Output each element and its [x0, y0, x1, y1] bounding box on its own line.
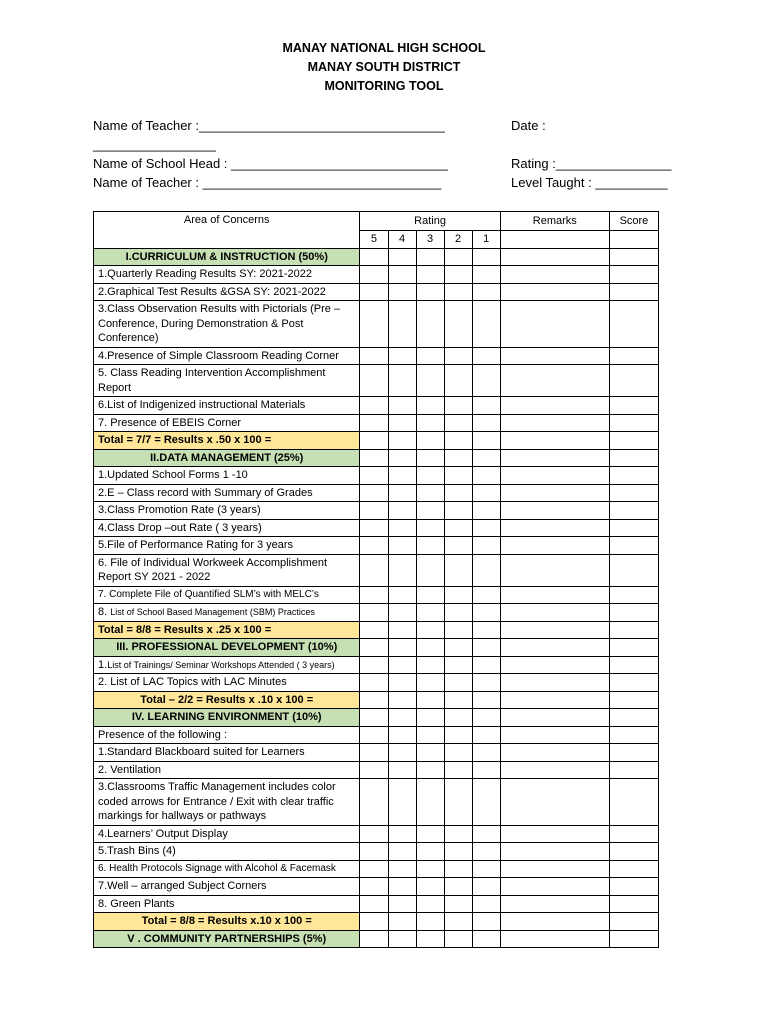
- header-rating: Rating: [360, 212, 500, 231]
- concern-item: 2. Ventilation: [94, 761, 360, 779]
- section-curriculum-instruction: I.CURRICULUM & INSTRUCTION (50%): [94, 248, 360, 266]
- header-area-of-concerns: Area of Concerns: [94, 212, 360, 249]
- total-row: Total = 8/8 = Results x.10 x 100 =: [94, 913, 360, 931]
- teacher-name-field-2: Name of Teacher : _________________________________: [93, 175, 442, 190]
- header-remarks: Remarks: [500, 212, 609, 231]
- concern-item: 3.Classrooms Traffic Management includes color coded arrows for Entrance / Exit with clear traffic markings for hallways or pathways: [94, 779, 360, 826]
- item-text: List of Trainings/ Seminar Workshops Attended ( 3 years): [107, 659, 335, 670]
- item-text: List of School Based Management (SBM) Practices: [110, 607, 315, 617]
- rating-scale-5: 5: [360, 231, 388, 249]
- concern-item: 6. File of Individual Workweek Accomplishment Report SY 2021 - 2022: [94, 554, 360, 586]
- item-number: 1.: [98, 658, 108, 671]
- section-learning-environment: IV. LEARNING ENVIRONMENT (10%): [94, 709, 360, 727]
- school-head-field: Name of School Head : ______________________________: [93, 156, 448, 171]
- concern-item: 2. List of LAC Topics with LAC Minutes: [94, 674, 360, 692]
- concern-item: 2.E – Class record with Summary of Grades: [94, 484, 360, 502]
- rating-scale-2: 2: [444, 231, 472, 249]
- concern-item: 8. Green Plants: [94, 895, 360, 913]
- concern-item: 7. Complete File of Quantified SLM’s with MELC’s: [94, 586, 360, 604]
- concern-item: 6. Health Protocols Signage with Alcohol & Facemask: [94, 860, 360, 878]
- concern-item: [94, 656, 360, 674]
- teacher-name-field: Name of Teacher :__________________________________: [93, 118, 445, 133]
- rating-scale-4: 4: [388, 231, 416, 249]
- rating-field: Rating :________________: [511, 156, 672, 171]
- total-row: Total = 8/8 = Results x .25 x 100 =: [94, 621, 360, 639]
- district-name: MANAY SOUTH DISTRICT: [307, 60, 461, 74]
- total-row: Total – 2/2 = Results x .10 x 100 =: [94, 691, 360, 709]
- concern-item: 7. Presence of EBEIS Corner: [94, 414, 360, 432]
- concern-item: 3.Class Observation Results with Pictorials (Pre –Conference, During Demonstration & Post Conference): [94, 301, 360, 348]
- concern-item: 5. Class Reading Intervention Accomplishment Report: [94, 365, 360, 397]
- total-row: Total = 7/7 = Results x .50 x 100 =: [94, 432, 360, 450]
- school-name: MANAY NATIONAL HIGH SCHOOL: [282, 41, 486, 55]
- section-data-management: II.DATA MANAGEMENT (25%): [94, 449, 360, 467]
- concern-item: Presence of the following :: [94, 726, 360, 744]
- tool-title: MONITORING TOOL: [324, 79, 444, 93]
- concern-item: 5.File of Performance Rating for 3 years: [94, 537, 360, 555]
- item-number: 8.: [98, 606, 111, 618]
- level-taught-field: Level Taught : __________: [511, 175, 668, 190]
- concern-item: 5.Trash Bins (4): [94, 843, 360, 861]
- rating-scale-3: 3: [416, 231, 444, 249]
- section-professional-development: III. PROFESSIONAL DEVELOPMENT (10%): [94, 639, 360, 657]
- monitoring-table: [93, 211, 659, 948]
- concern-item: 2.Graphical Test Results &GSA SY: 2021-2022: [94, 283, 360, 301]
- concern-item: 1.Updated School Forms 1 -10: [94, 467, 360, 485]
- concern-item: 6.List of Indigenized instructional Materials: [94, 397, 360, 415]
- concern-item: 1.Standard Blackboard suited for Learners: [94, 744, 360, 762]
- concern-item: 7.Well – arranged Subject Corners: [94, 878, 360, 896]
- concern-item: 4.Learners’ Output Display: [94, 825, 360, 843]
- date-field: Date :: [511, 118, 546, 133]
- concern-item: 1.Quarterly Reading Results SY: 2021-2022: [94, 266, 360, 284]
- concern-item: 3.Class Promotion Rate (3 years): [94, 502, 360, 520]
- header-score: Score: [609, 212, 658, 231]
- section-community-partnerships: V . COMMUNITY PARTNERSHIPS (5%): [94, 930, 360, 948]
- concern-item: [94, 604, 360, 622]
- date-line: _________________: [93, 137, 216, 152]
- concern-item: 4.Presence of Simple Classroom Reading Corner: [94, 347, 360, 365]
- rating-scale-1: 1: [472, 231, 500, 249]
- concern-item: 4.Class Drop –out Rate ( 3 years): [94, 519, 360, 537]
